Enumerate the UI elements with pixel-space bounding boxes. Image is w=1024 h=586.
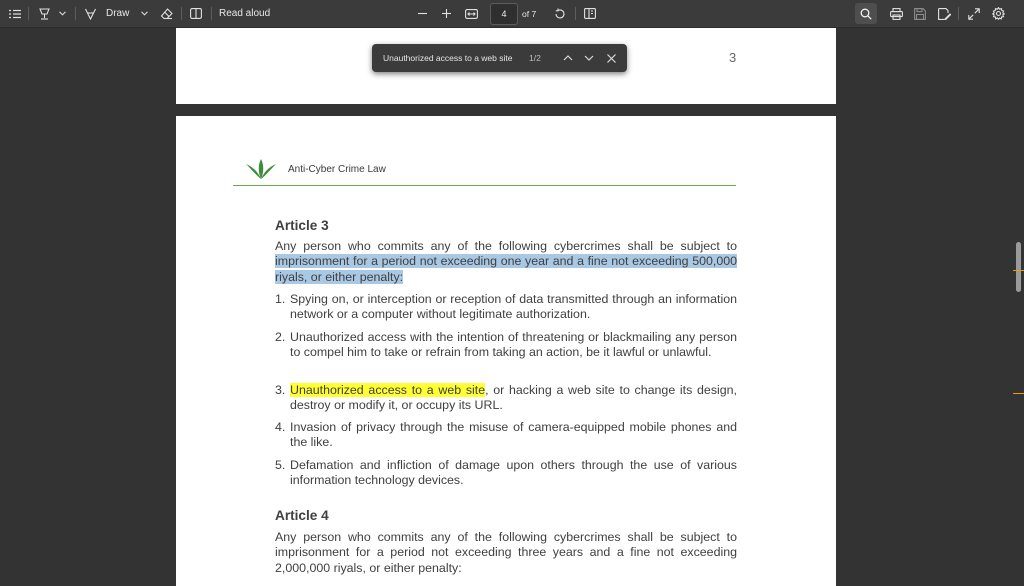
article-3-intro-text: Any person who commits any of the following cybercrimes shall be subject to: [275, 239, 737, 253]
find-button[interactable]: [855, 3, 877, 24]
zoom-in-button[interactable]: [438, 0, 454, 27]
plus-icon: [442, 9, 451, 18]
list-item-text: Invasion of privacy through the misuse of camera-equipped mobile phones and the like.: [290, 420, 737, 450]
leaf-logo-icon: [245, 159, 277, 180]
pdf-page-4: [176, 116, 836, 586]
list-item: [275, 458, 737, 489]
eraser-icon[interactable]: [157, 0, 175, 27]
read-aloud-button[interactable]: [219, 0, 273, 27]
draw-label: Draw: [106, 8, 130, 19]
list-item: [275, 330, 737, 361]
close-icon: [607, 54, 616, 63]
toolbar-divider: [575, 7, 576, 20]
document-header-title: Anti-Cyber Crime Law: [288, 164, 386, 175]
list-item-text: [290, 383, 737, 414]
rotate-icon[interactable]: [551, 0, 569, 27]
page-total: of 7: [522, 8, 537, 19]
scrollbar-thumb[interactable]: [1016, 242, 1021, 292]
list-item: [275, 383, 737, 414]
toolbar-divider: [75, 7, 76, 20]
zoom-out-button[interactable]: [414, 0, 430, 27]
article-4-intro: Any person who commits any of the following cybercrimes shall be subject to imprisonment for a period not exceeding three years and a fine not exceeding 2,000,000 riyals, or either penalty:: [275, 530, 737, 575]
gear-icon[interactable]: [989, 0, 1007, 27]
scrollbar-match-marker: [1013, 393, 1024, 394]
selected-text[interactable]: imprisonment for a period not exceeding one year and a fine not exceeding 500,000 riyals, or either penalty:: [275, 254, 737, 284]
toolbar-divider: [958, 7, 959, 20]
list-item: [275, 292, 737, 323]
article-4-heading: Article 4: [275, 508, 329, 523]
list-item-text: Unauthorized access with the intention of threatening or blackmailing any person to compel him to take or refrain from taking an action, be it lawful or unlawful.: [290, 330, 737, 360]
draw-button[interactable]: [84, 0, 132, 27]
find-match-count: 1/2: [529, 53, 541, 63]
toolbar-divider: [211, 7, 212, 20]
list-item-number: 4.: [275, 420, 286, 434]
save-as-icon[interactable]: [935, 0, 953, 27]
page-number: 3: [729, 50, 737, 65]
list-item-number: 5.: [275, 458, 286, 472]
fullscreen-icon[interactable]: [965, 0, 983, 27]
save-icon[interactable]: [911, 0, 929, 27]
article-3-intro: [275, 239, 737, 285]
read-aloud-label: Read aloud: [219, 8, 271, 19]
minus-icon: [418, 9, 427, 18]
highlight-icon[interactable]: [35, 0, 53, 27]
scrollbar-match-marker: [1013, 270, 1024, 271]
search-match-highlight[interactable]: Unauthorized access to a web site: [290, 383, 486, 397]
print-icon[interactable]: [887, 0, 905, 27]
find-previous-button[interactable]: [559, 44, 577, 72]
chevron-down-icon[interactable]: [139, 0, 149, 27]
list-item-number: 2.: [275, 330, 286, 344]
list-item-number: 1.: [275, 292, 286, 306]
list-item-text: Defamation and infliction of damage upon others through the use of various information technology devices.: [290, 458, 737, 488]
header-rule: [233, 185, 736, 186]
list-item-text: Spying on, or interception or reception of data transmitted through an information network or a computer without legitimate authorization.: [290, 292, 737, 322]
fit-width-icon[interactable]: [462, 0, 480, 27]
pdf-toolbar: [0, 0, 1024, 28]
article-3-heading: Article 3: [275, 218, 329, 233]
chevron-down-icon[interactable]: [57, 0, 67, 27]
contents-icon[interactable]: [6, 0, 24, 27]
list-item-text-rest: , or hacking a web site to change its design, destroy or modify it, or occupy its URL.: [290, 383, 737, 413]
search-icon: [860, 8, 872, 20]
find-bar: [372, 44, 627, 72]
list-item: [275, 420, 737, 451]
page-view-icon[interactable]: [187, 0, 205, 27]
find-close-button[interactable]: [602, 44, 620, 72]
toolbar-divider: [181, 7, 182, 20]
draw-pen-icon: [84, 8, 97, 20]
find-next-button[interactable]: [580, 44, 598, 72]
find-input[interactable]: Unauthorized access to a web site: [383, 53, 513, 63]
list-item-number: 3.: [275, 383, 286, 397]
two-page-icon[interactable]: [581, 0, 599, 27]
chevron-up-icon: [563, 55, 573, 61]
page-number-input[interactable]: 4: [490, 3, 518, 25]
chevron-down-icon: [584, 55, 594, 61]
toolbar-divider: [28, 7, 29, 20]
